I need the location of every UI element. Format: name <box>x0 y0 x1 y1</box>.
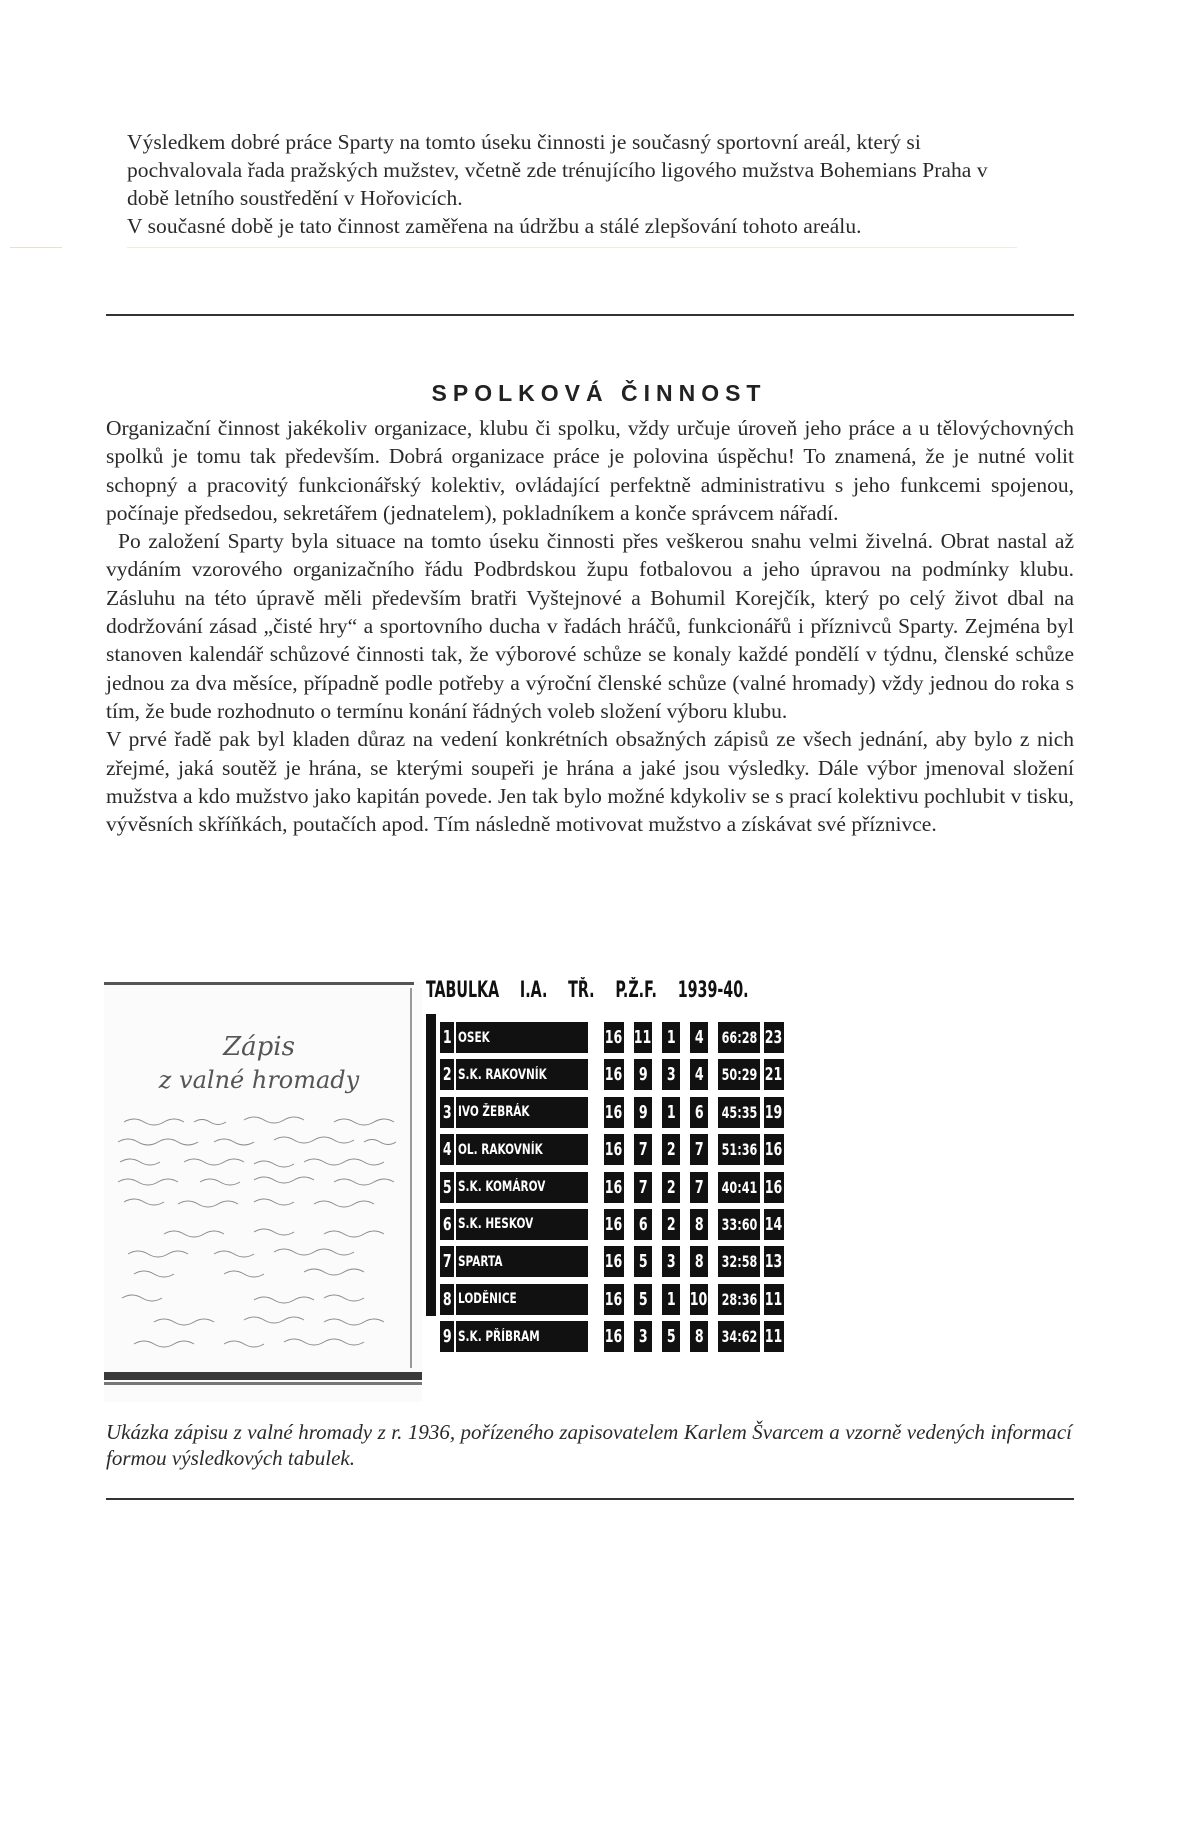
header-word: I.A. <box>519 978 548 1003</box>
drawn-cell: 1 <box>662 1022 680 1053</box>
section-body <box>106 414 1074 838</box>
notebook-spine <box>104 1372 422 1380</box>
position-cell: 7 <box>440 1246 454 1277</box>
position-cell: 3 <box>440 1097 454 1128</box>
score-cell: 66:28 <box>718 1022 760 1053</box>
intro-paragraph-1: Výsledkem dobré práce Sparty na tomto úseku činnosti je současný sportovní areál, který si pochvalovala řada pražských mužstev, včetně zde trénujícího ligového mužstva Bohemians Praha v době letního soustředění v Hořovicích. <box>127 130 988 210</box>
score-cell: 45:35 <box>718 1097 760 1128</box>
played-cell: 16 <box>604 1209 624 1240</box>
won-cell: 9 <box>634 1059 652 1090</box>
score-cell: 51:36 <box>718 1134 760 1165</box>
header-word: P.Ž.F. <box>615 978 657 1003</box>
score-cell: 34:62 <box>718 1321 760 1352</box>
lost-cell: 6 <box>690 1097 708 1128</box>
position-cell: 1 <box>440 1022 454 1053</box>
team-cell: S.K. PŘÍBRAM <box>456 1321 588 1352</box>
points-cell: 11 <box>764 1321 784 1352</box>
league-table <box>426 972 786 1372</box>
lost-cell: 7 <box>690 1172 708 1203</box>
handwriting-scribbles <box>104 982 422 1402</box>
notebook-subtitle: z valné hromady <box>158 1066 360 1094</box>
drawn-cell: 2 <box>662 1172 680 1203</box>
won-cell: 11 <box>634 1022 652 1053</box>
drawn-cell: 5 <box>662 1321 680 1352</box>
body-paragraph-3: V prvé řadě pak byl kladen důraz na vedení konkrétních obsažných zápisů ze všech jednání, aby bylo z nich zřejmé, jaká soutěž je hrána, se kterými soupeři je hrána a jaké jsou výsledky. Dále výbor jmenoval složení mužstva a kdo mužstvo jako kapitán povede. Jen tak bylo možné kdykoliv se s prací kolektivu pochlubit v tisku, vývěsních skříňkách, poutačích apod. Tím následně motivovat mužstvo a získávat své příznivce. <box>106 727 1074 837</box>
table-row <box>440 1284 783 1321</box>
played-cell: 16 <box>604 1059 624 1090</box>
faint-scan-line <box>127 247 1017 248</box>
team-cell: OSEK <box>456 1022 588 1053</box>
points-cell: 23 <box>764 1022 784 1053</box>
lost-cell: 8 <box>690 1209 708 1240</box>
played-cell: 16 <box>604 1172 624 1203</box>
notebook-spine-shadow <box>104 1382 422 1385</box>
points-cell: 13 <box>764 1246 784 1277</box>
score-cell: 50:29 <box>718 1059 760 1090</box>
score-cell: 28:36 <box>718 1284 760 1315</box>
score-cell: 33:60 <box>718 1209 760 1240</box>
league-table-header <box>426 978 749 1003</box>
won-cell: 3 <box>634 1321 652 1352</box>
minutes-notebook-photo <box>104 982 422 1402</box>
faint-scan-line <box>10 247 62 248</box>
position-cell: 6 <box>440 1209 454 1240</box>
played-cell: 16 <box>604 1284 624 1315</box>
points-cell: 14 <box>764 1209 784 1240</box>
notebook-title: Zápis <box>223 1032 295 1062</box>
header-word: TŘ. <box>568 978 595 1003</box>
won-cell: 5 <box>634 1246 652 1277</box>
intro-text <box>127 128 1027 240</box>
drawn-cell: 1 <box>662 1097 680 1128</box>
points-cell: 11 <box>764 1284 784 1315</box>
score-cell: 32:58 <box>718 1246 760 1277</box>
position-cell: 2 <box>440 1059 454 1090</box>
played-cell: 16 <box>604 1246 624 1277</box>
team-cell: IVO ŽEBRÁK <box>456 1097 588 1128</box>
table-row <box>440 1059 783 1096</box>
won-cell: 7 <box>634 1134 652 1165</box>
header-word: TABULKA <box>426 978 500 1003</box>
played-cell: 16 <box>604 1097 624 1128</box>
body-paragraph-2: Po založení Sparty byla situace na tomto úseku činnosti přes veškerou snahu velmi živelná. Obrat nastal až vydáním vzorového organizačního řádu Podbrdskou župu fotbalovou a jeho úpravou na podmínky klubu. Zásluhu na této úpravě měli především bratři Vyštejnové a Bohumil Korejčík, který po celý život dbal na dodržování zásad „čisté hry“ a sportovního ducha v řadách hráčů, funkcionářů i příznivců Sparty. Zejména byl stanoven kalendář schůzové činnosti tak, že výborové schůze se konaly každé pondělí v týdnu, členské schůze jednou za dva měsíce, případně podle potřeby a výroční členské schůze (valné hromady) vždy jednou do roka s tím, že bude rozhodnuto o termínu konání řádných voleb složení výboru klubu. <box>106 529 1074 723</box>
points-cell: 16 <box>764 1134 784 1165</box>
table-row <box>440 1172 783 1209</box>
team-cell: S.K. RAKOVNÍK <box>456 1059 588 1090</box>
score-cell: 40:41 <box>718 1172 760 1203</box>
table-row <box>440 1321 783 1358</box>
lost-cell: 10 <box>690 1284 708 1315</box>
drawn-cell: 2 <box>662 1134 680 1165</box>
table-row <box>440 1022 783 1059</box>
header-word: 1939-40. <box>677 978 749 1003</box>
team-cell: S.K. KOMÁROV <box>456 1172 588 1203</box>
team-cell: OL. RAKOVNÍK <box>456 1134 588 1165</box>
figure-caption: Ukázka zápisu z valné hromady z r. 1936, pořízeného zapisovatelem Karlem Švarcem a vzorně vedených informací formou výsledkových tabulek. <box>106 1420 1072 1470</box>
league-table-rows <box>440 1022 783 1359</box>
position-cell: 8 <box>440 1284 454 1315</box>
position-cell: 9 <box>440 1321 454 1352</box>
won-cell: 9 <box>634 1097 652 1128</box>
position-cell: 4 <box>440 1134 454 1165</box>
intro-paragraph-2: V současné době je tato činnost zaměřena na údržbu a stálé zlepšování tohoto areálu. <box>127 214 862 238</box>
table-row <box>440 1246 783 1283</box>
team-cell: S.K. HESKOV <box>456 1209 588 1240</box>
team-cell: SPARTA <box>456 1246 588 1277</box>
drawn-cell: 3 <box>662 1246 680 1277</box>
league-table-bar <box>426 1014 436 1316</box>
drawn-cell: 1 <box>662 1284 680 1315</box>
bottom-divider <box>106 1498 1074 1500</box>
lost-cell: 4 <box>690 1022 708 1053</box>
section-divider <box>106 314 1074 316</box>
points-cell: 21 <box>764 1059 784 1090</box>
won-cell: 5 <box>634 1284 652 1315</box>
won-cell: 6 <box>634 1209 652 1240</box>
points-cell: 19 <box>764 1097 784 1128</box>
section-heading: SPOLKOVÁ ČINNOST <box>431 380 767 406</box>
played-cell: 16 <box>604 1022 624 1053</box>
drawn-cell: 2 <box>662 1209 680 1240</box>
table-row <box>440 1134 783 1171</box>
lost-cell: 4 <box>690 1059 708 1090</box>
points-cell: 16 <box>764 1172 784 1203</box>
table-row <box>440 1097 783 1134</box>
played-cell: 16 <box>604 1321 624 1352</box>
body-paragraph-1: Organizační činnost jakékoliv organizace, klubu či spolku, vždy určuje úroveň jeho práce a u tělovýchovných spolků je tomu tak především. Dobrá organizace práce je polovina úspěchu! To znamená, že je nutné volit schopný a pracovitý funkcionářský kolektiv, ovládající perfektně administrativu s jeho funkcemi spojenou, počínaje předsedou, sekretářem (jednatelem), pokladníkem a konče správcem nářadí. <box>106 416 1074 525</box>
lost-cell: 8 <box>690 1321 708 1352</box>
played-cell: 16 <box>604 1134 624 1165</box>
lost-cell: 7 <box>690 1134 708 1165</box>
drawn-cell: 3 <box>662 1059 680 1090</box>
lost-cell: 8 <box>690 1246 708 1277</box>
team-cell: LODĚNICE <box>456 1284 588 1315</box>
position-cell: 5 <box>440 1172 454 1203</box>
table-row <box>440 1209 783 1246</box>
won-cell: 7 <box>634 1172 652 1203</box>
